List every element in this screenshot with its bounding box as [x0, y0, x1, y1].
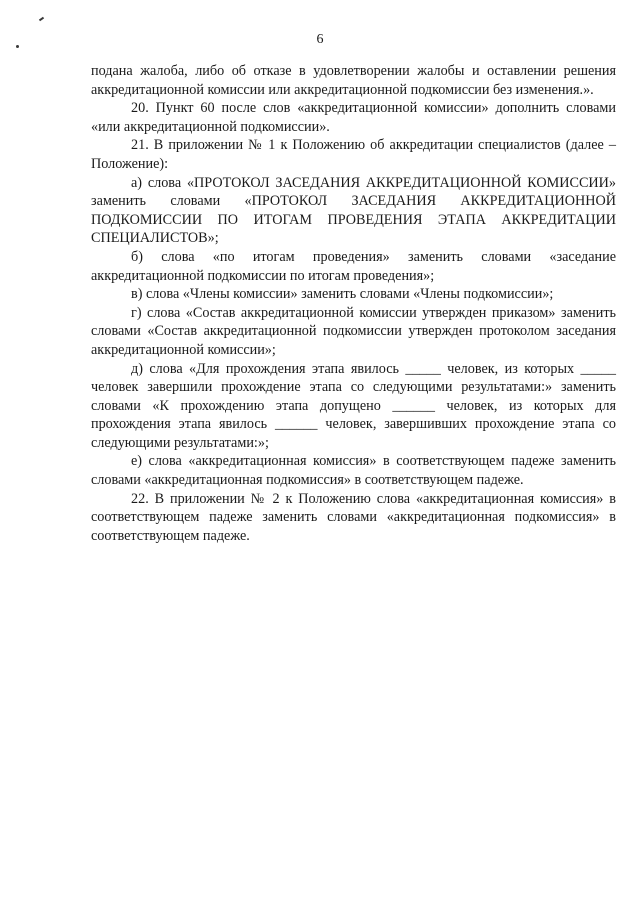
paragraph-subitem-v: в) слова «Члены комиссии» заменить словами «Члены подкомиссии»;	[131, 286, 554, 303]
paragraph-continuation: подана жалоба, либо об отказе в удовлетворении жалобы и оставлении решения аккредитационной комиссии или аккредитационной подкомиссии без изменения.».	[91, 63, 616, 98]
scan-artifact	[39, 17, 44, 22]
paragraph-item-20: 20. Пункт 60 после слов «аккредитационной комиссии» дополнить словами «или аккредитационной подкомиссии».	[91, 100, 616, 135]
paragraph-item-22: 22. В приложении № 2 к Положению слова «аккредитационная комиссия» в соответствующем падеже заменить словами «аккредитационная подкомиссия» в соответствующем падеже.	[91, 490, 616, 544]
paragraph-subitem-e: е) слова «аккредитационная комиссия» в соответствующем падеже заменить словами «аккредитационная подкомиссия» в соответствующем падеже.	[91, 453, 616, 489]
paragraph-subitem-g: г) слова «Состав аккредитационной комиссии утвержден приказом» заменить словами «Состав аккредитационной подкомиссии утвержден протоколом заседания аккредитационной комиссии»;	[91, 304, 616, 358]
page-number: 6	[316, 32, 324, 47]
paragraph-subitem-a: а) слова «ПРОТОКОЛ ЗАСЕДАНИЯ АККРЕДИТАЦИОННОЙ КОМИССИИ» заменить словами «ПРОТОКОЛ ЗАСЕДАНИЯ АККРЕДИТАЦИОННОЙ ПОДКОМИССИИ ПО ИТОГАМ ПРОВЕДЕНИЯ ЭТАПА АККРЕДИТАЦИИ СПЕЦИАЛИСТОВ»;	[91, 174, 616, 247]
paragraph-subitem-d: д) слова «Для прохождения этапа явилось _____ человек, из которых _____ человек завершили прохождение этапа со следующими результатами:» заменить словами «К прохождению этапа допущено ______ человек, из которых для прохождения этапа явилось ______ человек, завершивших прохождение этапа со следующими результатами:»;	[91, 360, 616, 451]
paragraph-subitem-b: б) слова «по итогам проведения» заменить словами «заседание аккредитационной подкомиссии по итогам проведения»;	[91, 248, 616, 284]
paragraph-item-21: 21. В приложении № 1 к Положению об аккредитации специалистов (далее – Положение):	[91, 137, 616, 172]
document-body	[91, 62, 616, 545]
